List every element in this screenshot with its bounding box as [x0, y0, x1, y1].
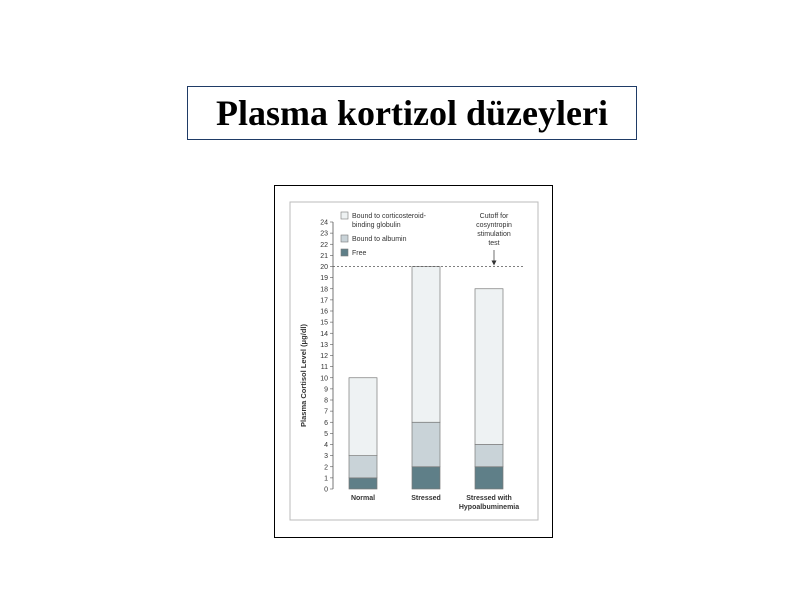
bar-segment	[349, 378, 377, 456]
cutoff-label: cosyntropin	[476, 222, 512, 229]
bar-segment	[475, 445, 503, 467]
y-tick-label: 17	[320, 297, 328, 305]
y-tick-label: 8	[324, 397, 328, 405]
y-tick-label: 3	[324, 453, 328, 461]
y-tick-label: 22	[320, 241, 328, 249]
y-tick-label: 1	[324, 475, 328, 483]
y-tick-label: 5	[324, 430, 328, 438]
y-tick-label: 18	[320, 286, 328, 294]
cutoff-label: stimulation	[477, 231, 511, 238]
y-tick-label: 7	[324, 408, 328, 416]
y-tick-label: 20	[320, 264, 328, 271]
x-category-label: Stressed with	[466, 495, 512, 502]
x-category-label: Normal	[350, 495, 376, 502]
y-tick-label: 0	[324, 486, 328, 494]
y-tick-label: 9	[324, 386, 328, 394]
legend-label: Bound to albumin	[352, 236, 407, 243]
legend-swatch	[341, 235, 348, 242]
cutoff-arrow-head	[492, 261, 497, 266]
legend-swatch	[341, 212, 348, 219]
y-tick-label: 15	[320, 319, 328, 327]
legend-label: Free	[352, 250, 367, 257]
x-category-label: Stressed	[411, 495, 441, 502]
y-tick-label: 24	[320, 219, 328, 227]
y-tick-label: 23	[320, 230, 328, 238]
bar-segment	[475, 467, 503, 489]
bar-segment	[412, 422, 440, 467]
y-tick-label: 2	[324, 464, 328, 472]
legend-label: binding globulin	[352, 222, 401, 229]
stacked-bar-chart	[275, 186, 552, 537]
x-category-label: Hypoalbuminemia	[458, 504, 520, 511]
bar-segment	[349, 456, 377, 478]
y-tick-label: 19	[320, 275, 328, 283]
chart-figure	[274, 185, 553, 538]
legend-label: Bound to corticosteroid-	[352, 213, 426, 220]
y-axis-label: Plasma Cortisol Level (μg/dl)	[299, 324, 308, 427]
y-tick-label: 6	[324, 419, 328, 427]
y-tick-label: 13	[320, 341, 328, 349]
y-tick-label: 12	[320, 353, 328, 360]
bar-segment	[412, 267, 440, 423]
legend-swatch	[341, 249, 348, 256]
y-tick-label: 11	[320, 364, 328, 372]
slide-title: Plasma kortizol düzeyleri	[187, 86, 637, 140]
bar-segment	[412, 467, 440, 489]
y-tick-label: 21	[320, 252, 328, 260]
bar-segment	[475, 289, 503, 445]
y-tick-label: 4	[324, 442, 328, 449]
y-tick-label: 14	[320, 330, 328, 338]
cutoff-label: Cutoff for	[479, 213, 509, 220]
cutoff-label: test	[488, 240, 500, 247]
y-tick-label: 10	[320, 375, 328, 383]
bar-segment	[349, 478, 377, 489]
y-tick-label: 16	[320, 308, 328, 316]
